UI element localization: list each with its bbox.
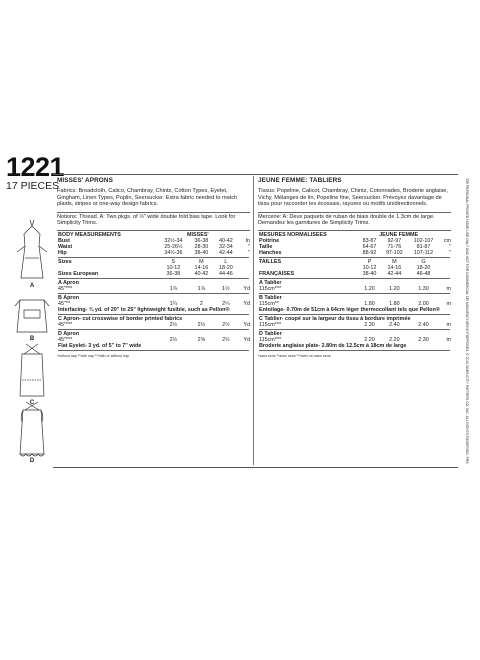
english-nap-footnote: *without nap **with nap ***with or without nap	[57, 354, 130, 359]
view-d-name: D Tablier	[259, 331, 282, 338]
english-measurement-table	[57, 232, 250, 352]
apron-a-icon	[17, 220, 47, 278]
table-row: 115cm*** 1.20 1.20 1.30 m	[259, 286, 451, 293]
table-row: 45"** 1¼ 2 2¼ Yd	[58, 301, 250, 308]
bottom-rule	[53, 467, 458, 468]
table-row: TAILLES P M G	[259, 259, 426, 266]
view-b-note: Interfacing- ¾ yd. of 20" to 25" lightweight fusible, such as Pellon®	[58, 307, 230, 314]
apron-c-icon	[20, 344, 44, 396]
table-row: 45"*** 2½ 2⅝ 2½ Yd	[58, 337, 250, 344]
view-b-name: B Tablier	[259, 295, 282, 302]
table-row: 115cm*** 2.20 2.20 2.30 m	[259, 337, 451, 344]
table-row: 10-12 14-16 18-20	[362, 265, 431, 272]
english-fabrics: Fabrics: Broadcloth, Calico, Chambray, Chintz, Cotton Types, Eyelet, Gingham, Linen Types, Poplin, Seersucker. Extra fabric needed to match plaids, stripes or one-way design fabrics.	[57, 188, 238, 208]
table-row: Hip 34½-36 38-40 42-44 "	[58, 250, 250, 257]
french-title: JEUNE FEMME: TABLIERS	[258, 177, 342, 184]
view-illustrations	[14, 204, 50, 466]
view-c-name: C Tablier- coupé sur la largeur du tissu à bordure imprimée	[259, 316, 411, 323]
apron-d-icon	[20, 402, 44, 456]
view-label-c: C	[29, 400, 35, 406]
pattern-number: 1221	[6, 152, 65, 182]
view-label-d: D	[29, 458, 35, 464]
view-a-name: A Apron	[58, 280, 79, 287]
french-column	[258, 178, 451, 360]
table-row: Sizes S M L	[58, 259, 228, 266]
column-divider	[253, 176, 254, 465]
french-fabrics: Tissus: Popeline, Calicot, Chambray, Chintz, Cotonnades, Broderie anglaise, Vichy, Mélanges de lin, Popeline fine, Seersucker. Prévoyez davantage de tissu pour raccorder les écossais, rayures ou motifs unidirectionnels.	[258, 188, 448, 208]
view-d-note: Broderie anglaise plate- 2.80m de 12.5cm à 18cm de large	[259, 343, 407, 350]
table-row: Poitrine 83-87 92-97 102-107 cm	[259, 238, 451, 245]
view-d-name: D Apron	[58, 331, 80, 338]
legal-notice	[464, 178, 472, 464]
table-row: 10-12 14-16 18-20	[166, 265, 233, 272]
english-title: MISSES' APRONS	[57, 177, 113, 184]
legal-notice-text: TO BE USED FOR PERSONAL PRIVATE HOME USE ONLY AND NOT FOR COMMERCIAL OR MANUFACTURING PURPOSES. © 2016 SIMPLICITY PATTERN CO. INC. ALL RIGHTS RESERVED. PRINTED IN U.S.A.	[465, 178, 469, 464]
table-row: Waist 25-26½ 28-30 32-34 "	[58, 244, 250, 251]
english-column	[57, 178, 250, 360]
view-d-note: Flat Eyelet- 3 yd. of 5" to 7" wide	[58, 343, 142, 350]
table-row: 45"*** 1⅞ 1⅞ 1½ Yd	[58, 286, 250, 293]
view-c-name: C Apron- cut crosswise of border printed fabrics	[58, 316, 183, 323]
body-measurements-header: BODY MEASUREMENTS	[58, 232, 121, 239]
table-row: 115cm*** 2.30 2.40 2.40 m	[259, 322, 451, 329]
top-rule	[53, 174, 458, 175]
table-row: 45"*** 2½ 2½ 2½ Yd	[58, 322, 250, 329]
table-row: Hanches 88-92 97-102 107-112 "	[259, 250, 451, 257]
table-row: FRANÇAISES 38-40 42-44 46-48	[259, 271, 431, 278]
table-row: Sizes European 36-38 40-42 44-46	[58, 271, 233, 278]
view-b-name: B Apron	[58, 295, 80, 302]
view-a-name: A Tablier	[259, 280, 282, 287]
french-measurement-table	[258, 232, 451, 352]
view-label-b: B	[29, 336, 35, 342]
apron-sketches	[14, 204, 50, 466]
view-b-note: Entoilage- 0.70m de 51cm à 64cm léger thermocollant tels que Pellon®	[259, 307, 440, 314]
body-measurements-header: MESURES NORMALISEES	[259, 232, 327, 239]
french-notions: Mercerie: A: Deux paquets de ruban de biais double de 1.3cm de large. Demandez les garnitures de Simplicity Trims.	[258, 213, 435, 227]
apron-b-icon	[15, 300, 49, 332]
english-notions: Notions: Thread. A: Two pkgs. of ½" wide double fold bias tape. Look for Simplicity Trims.	[57, 213, 236, 227]
size-group-header: MISSES'	[187, 232, 209, 239]
french-nap-footnote: *sans sens **avec sens ***avec ou sans sens	[258, 354, 331, 359]
table-row: Taille 64-67 71-76 81-87 "	[259, 244, 451, 251]
table-row: Bust 32½-34 36-38 40-42 In	[58, 238, 250, 245]
view-label-a: A	[29, 283, 35, 289]
size-group-header: JEUNE FEMME	[379, 232, 419, 239]
table-row: 115cm** 1.80 1.80 2.00 m	[259, 301, 451, 308]
piece-count: 17 PIECES	[6, 180, 60, 192]
